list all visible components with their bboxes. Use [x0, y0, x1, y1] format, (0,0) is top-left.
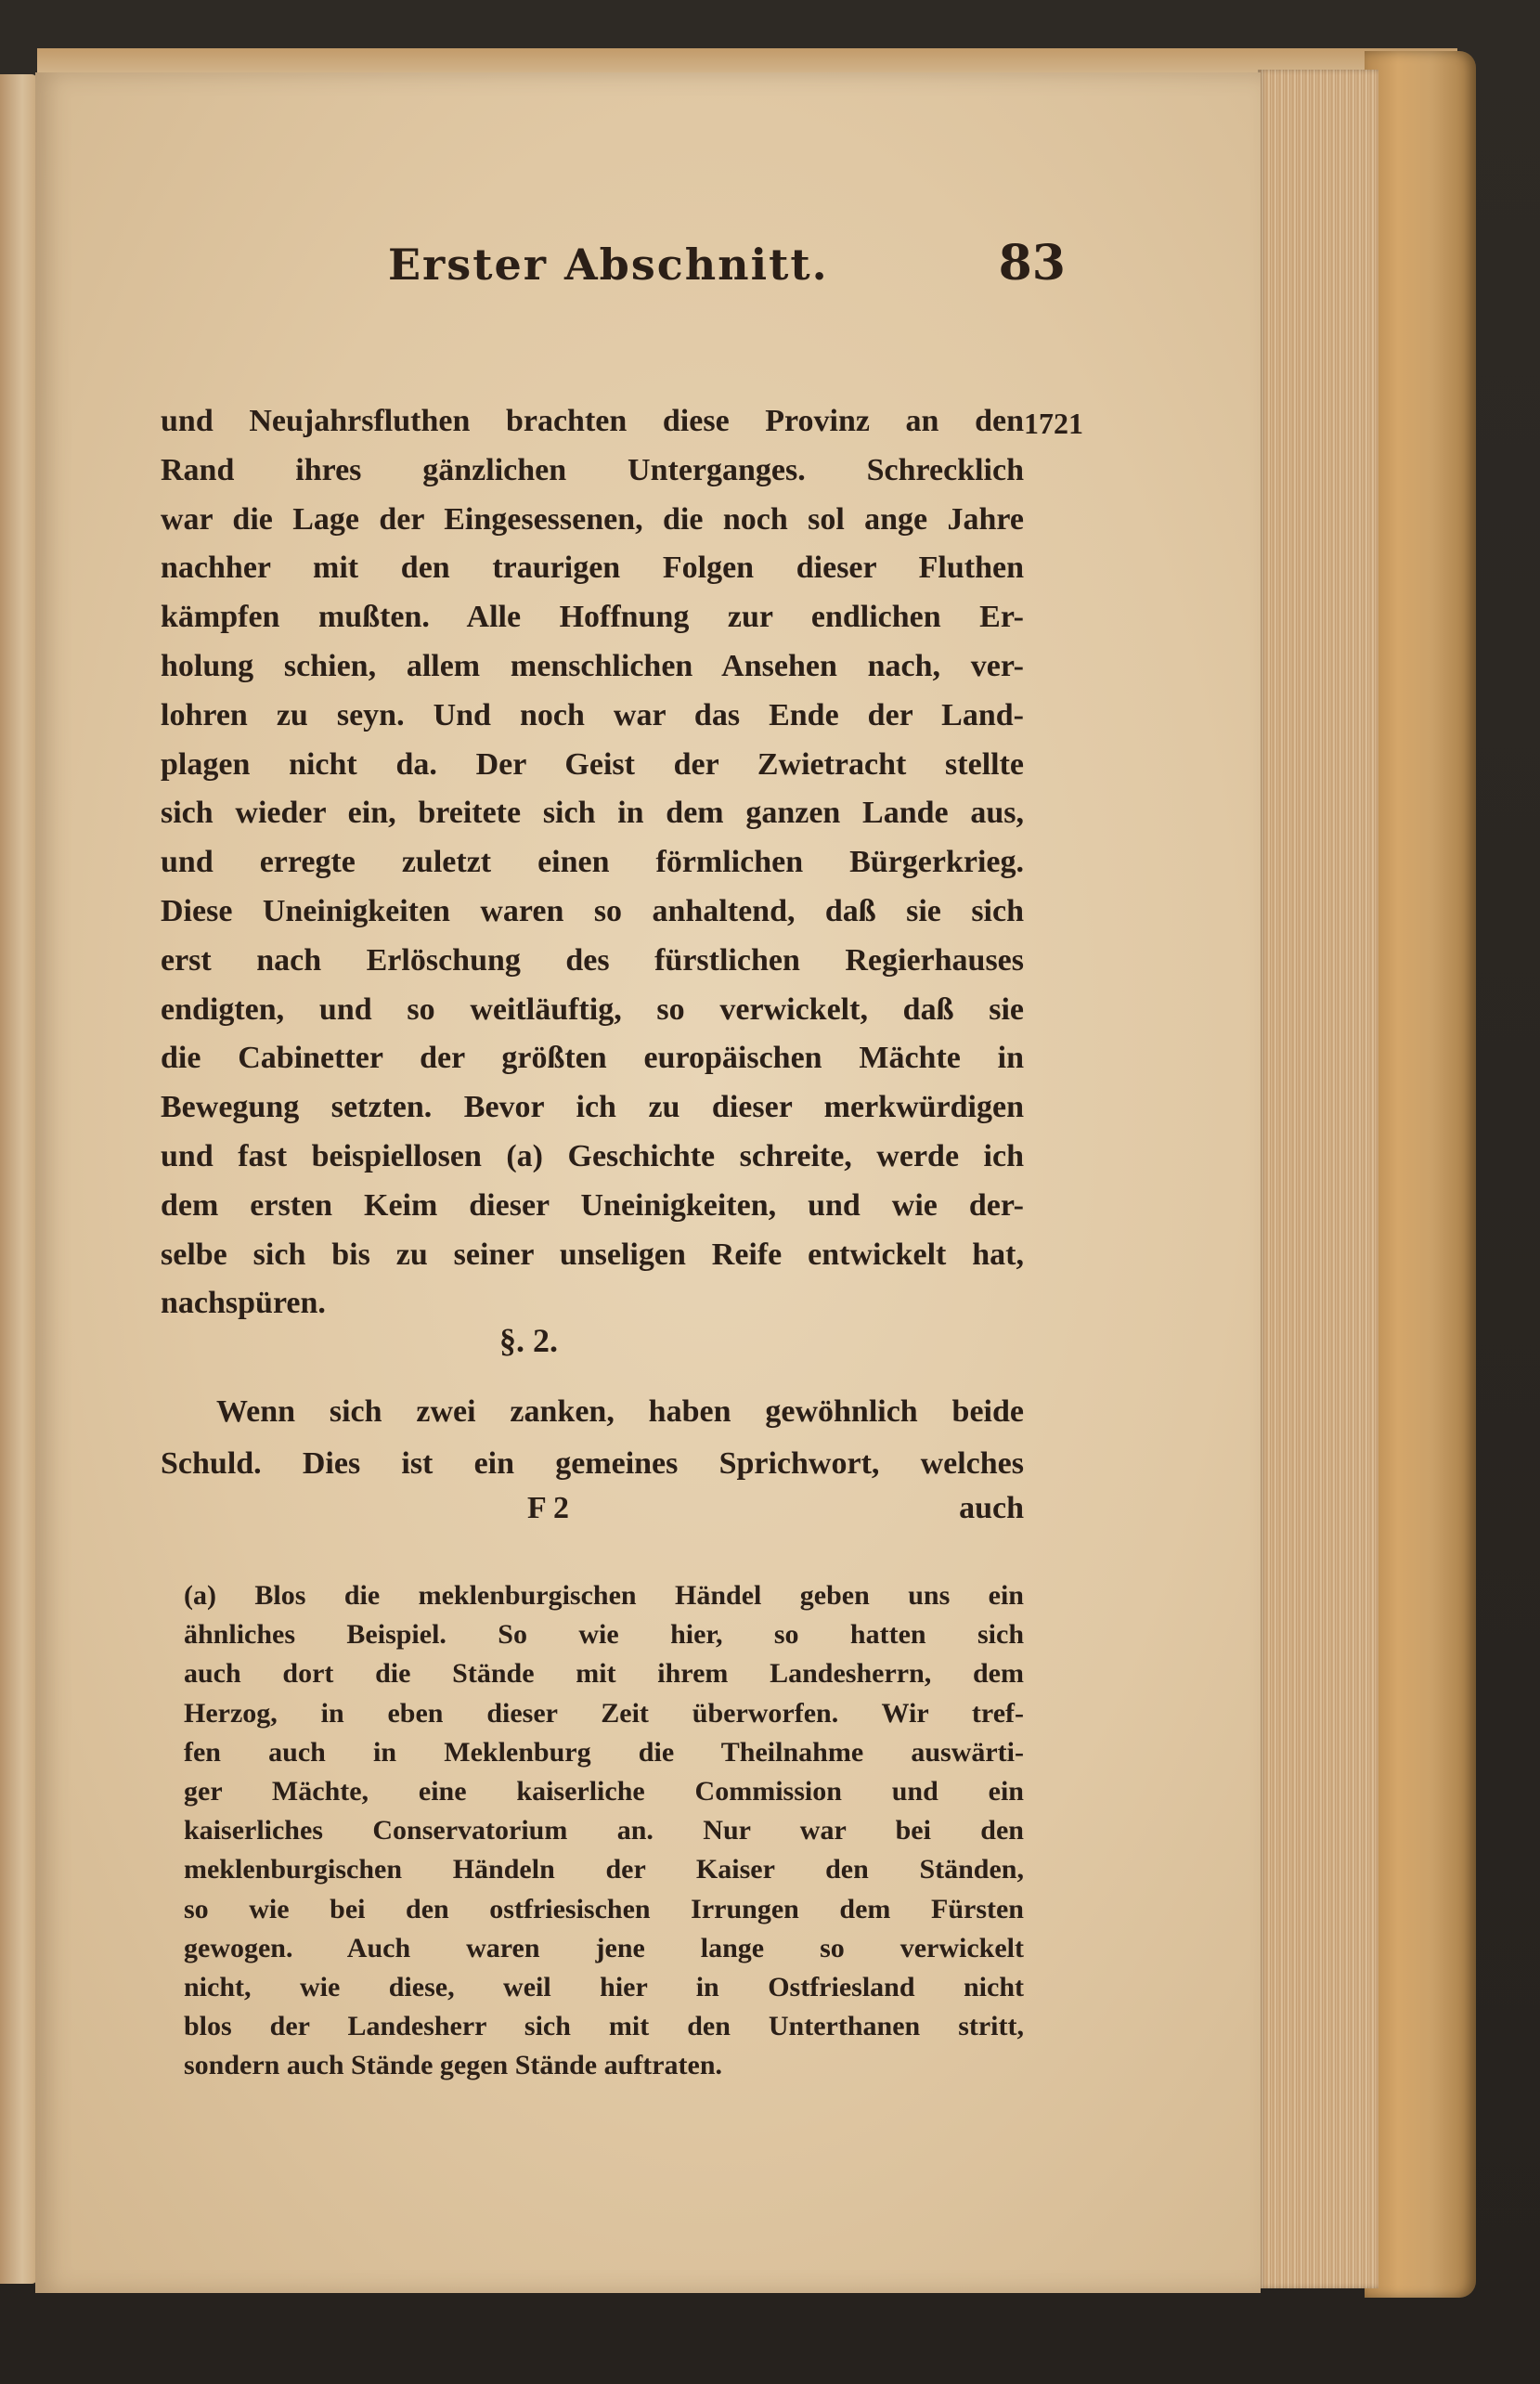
book-spine — [1365, 51, 1476, 2298]
text-line: lohren zu seyn. Und noch war das Ende der Land- — [161, 697, 1024, 732]
text-line: die Cabinetter der größten europäischen Mächte in — [161, 1041, 1024, 1076]
text-line: und Neujahrsfluthen brachten diese Provinz an den — [161, 404, 1024, 438]
footnote-line: meklenburgischen Händeln der Kaiser den Ständen, — [184, 1854, 1024, 1885]
running-head: Erster Abschnitt. — [388, 240, 829, 290]
footnote-line: auch dort die Stände mit ihrem Landesherrn, dem — [184, 1658, 1024, 1690]
signature-mark: F 2 — [527, 1491, 570, 1525]
signature-line — [161, 1491, 1024, 1543]
footnote-line: sondern auch Stände gegen Stände auftraten. — [184, 2050, 723, 2081]
text-line: dem ersten Keim dieser Uneinigkeiten, und wie der- — [161, 1187, 1024, 1223]
page-number: 83 — [998, 235, 1066, 292]
text-line: holung schien, allem menschlichen Ansehen nach, ver- — [161, 648, 1024, 683]
text-line: kämpfen mußten. Alle Hoffnung zur endlichen Er- — [161, 600, 1024, 635]
text-line: Diese Uneinigkeiten waren so anhaltend, daß sie sich — [161, 893, 1024, 928]
text-line: erst nach Erlöschung des fürstlichen Regierhauses — [161, 942, 1024, 978]
text-line: Bewegung setzten. Bevor ich zu dieser merkwürdigen — [161, 1090, 1024, 1125]
text-line: plagen nicht da. Der Geist der Zwietracht stellte — [161, 746, 1024, 782]
footnote-line: ger Mächte, eine kaiserliche Commission und ein — [184, 1776, 1024, 1807]
footnote — [184, 1576, 1024, 2086]
text-line: nachspüren. — [161, 1286, 326, 1321]
footnote-line: ähnliches Beispiel. So wie hier, so hatten sich — [184, 1619, 1024, 1651]
text-line: und fast beispiellosen (a) Geschichte schreite, werde ich — [161, 1138, 1024, 1173]
margin-year-note: 1721 — [1024, 407, 1083, 440]
page-header — [342, 235, 1121, 309]
text-line: Schuld. Dies ist ein gemeines Sprichwort, welches — [161, 1446, 1024, 1481]
section-heading: §. 2. — [499, 1322, 558, 1359]
footnote-line: blos der Landesherr sich mit den Unterthanen stritt, — [184, 2011, 1024, 2042]
page-edges — [1258, 70, 1378, 2288]
footnote-line: gewogen. Auch waren jene lange so verwickelt — [184, 1932, 1024, 1963]
book-page — [35, 72, 1261, 2293]
text-line: Wenn sich zwei zanken, haben gewöhnlich beide — [216, 1394, 1024, 1429]
text-line: selbe sich bis zu seiner unseligen Reife entwickelt hat, — [161, 1237, 1024, 1272]
section-text — [161, 1386, 1024, 1490]
text-line: und erregte zuletzt einen förmlichen Bürgerkrieg. — [161, 845, 1024, 880]
text-line: nachher mit den traurigen Folgen dieser Fluthen — [161, 551, 1024, 586]
text-line: endigten, und so weitläuftig, so verwickelt, daß sie — [161, 991, 1024, 1027]
text-line: war die Lage der Eingesessenen, die noch sol ange Jahre — [161, 501, 1024, 537]
footnote-line: fen auch in Meklenburg die Theilnahme auswärti- — [184, 1736, 1024, 1768]
text-line: sich wieder ein, breitete sich in dem ganzen Lande aus, — [161, 796, 1024, 831]
footnote-line: (a) Blos die meklenburgischen Händel geben uns ein — [184, 1580, 1024, 1611]
text-line: Rand ihres gänzlichen Unterganges. Schrecklich — [161, 452, 1024, 487]
footnote-line: kaiserliches Conservatorium an. Nur war bei den — [184, 1815, 1024, 1846]
footnote-line: nicht, wie diese, weil hier in Ostfriesland nicht — [184, 1972, 1024, 2003]
main-text — [161, 397, 1024, 1328]
footnote-line: so wie bei den ostfriesischen Irrungen dem Fürsten — [184, 1893, 1024, 1924]
footnote-line: Herzog, in eben dieser Zeit überworfen. Wir tref- — [184, 1697, 1024, 1729]
catchword: auch — [959, 1491, 1024, 1525]
left-page-edge — [0, 74, 37, 2284]
